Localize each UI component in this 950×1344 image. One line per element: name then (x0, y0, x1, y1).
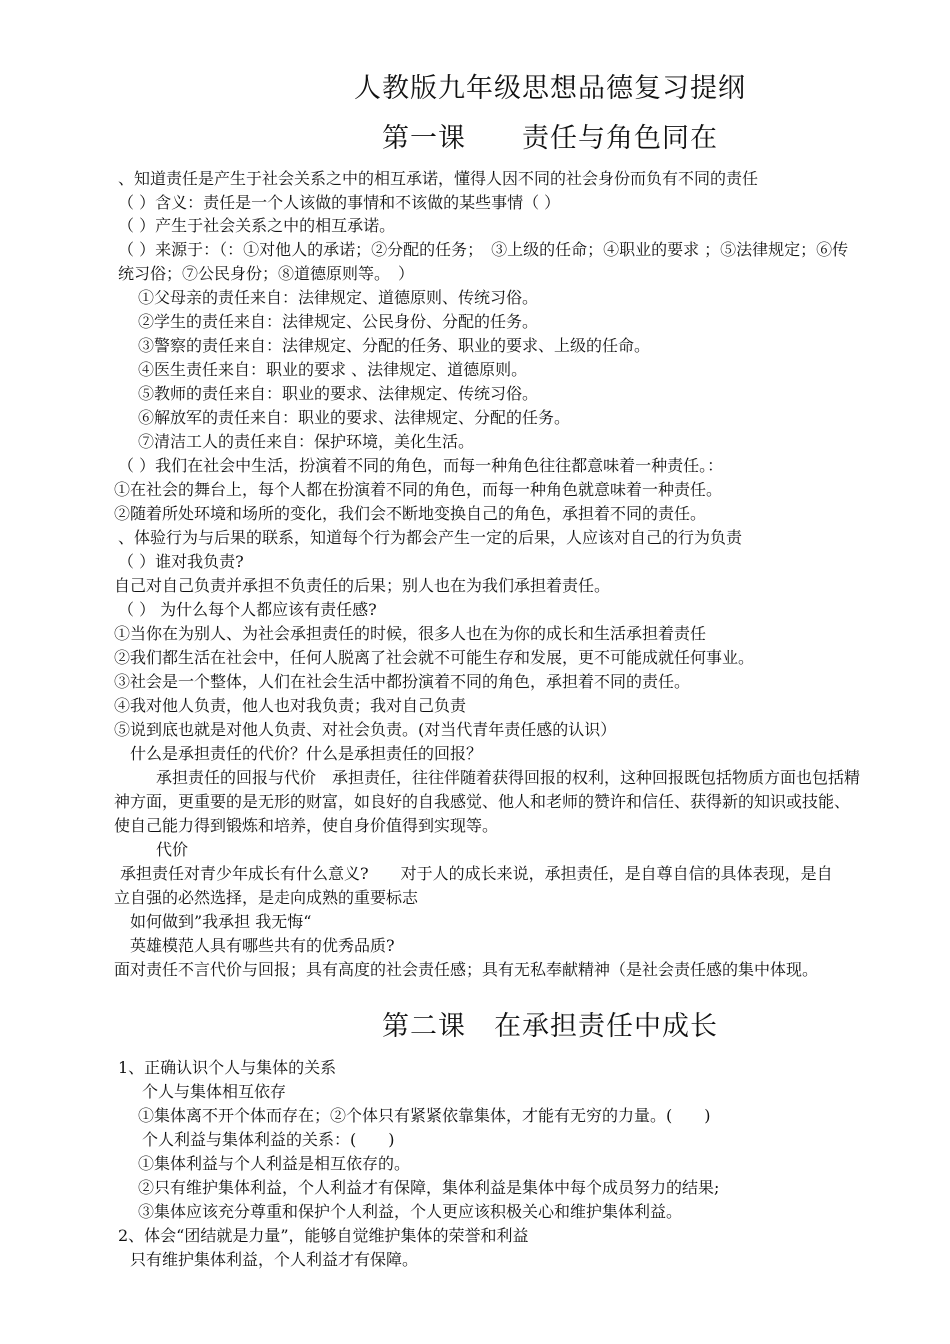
paragraph-line: 只有维护集体利益，个人利益才有保障。 (130, 1250, 419, 1269)
paragraph-line: 面对责任不言代价与回报；具有高度的社会责任感；具有无私奉献精神（是社会责任感的集中体现。 (114, 960, 819, 979)
paragraph-line: 神方面，更重要的是无形的财富，如良好的自我感觉、他人和老师的赞许和信任、获得新的知识或技能、 (114, 792, 851, 811)
paragraph-line: ③社会是一个整体，人们在社会生活中都扮演着不同的角色，承担着不同的责任。 (114, 672, 691, 691)
paragraph-line: （ ） 为什么每个人都应该有责任感? (118, 600, 377, 619)
paragraph-line: 代价 (156, 840, 189, 859)
document-title: 人教版九年级思想品德复习提纲 (354, 73, 746, 104)
paragraph-line: 承担责任对青少年成长有什么意义? 对于人的成长来说，承担责任，是自尊自信的具体表现，是自 (120, 864, 833, 883)
paragraph-line: ③集体应该充分尊重和保护个人利益，个人更应该积极关心和维护集体利益。 (138, 1202, 683, 1221)
paragraph-line: ②学生的责任来自：法律规定、公民身份、分配的任务。 (138, 312, 539, 331)
paragraph-line: ①在社会的舞台上，每个人都在扮演着不同的角色，而每一种角色就意味着一种责任。 (114, 480, 723, 499)
paragraph-line: ④医生责任来自：职业的要求 、法律规定、道德原则。 (138, 360, 528, 379)
paragraph-line: 个人与集体相互依存 (142, 1082, 287, 1101)
paragraph-line: 1、正确认识个人与集体的关系 (118, 1058, 337, 1077)
paragraph-line: 自己对自己负责并承担不负责任的后果；别人也在为我们承担着责任。 (114, 576, 611, 595)
paragraph-line: 、知道责任是产生于社会关系之中的相互承诺，懂得人因不同的社会身份而负有不同的责任 (118, 169, 759, 188)
paragraph-line: 、体验行为与后果的联系，知道每个行为都会产生一定的后果，人应该对自己的行为负责 (118, 528, 743, 547)
lesson1-title: 第一课 责任与角色同在 (382, 123, 718, 154)
paragraph-line: 什么是承担责任的代价？什么是承担责任的回报？ (130, 744, 483, 763)
paragraph-line: ⑤教师的责任来自：职业的要求、法律规定、传统习俗。 (138, 384, 539, 403)
paragraph-line: 使自己能力得到锻炼和培养，使自身价值得到实现等。 (114, 816, 499, 835)
paragraph-line: ⑤说到底也就是对他人负责、对社会负责。(对当代青年责任感的认识） (114, 720, 617, 739)
paragraph-line: ①集体利益与个人利益是相互依存的。 (138, 1154, 411, 1173)
paragraph-line: ⑥解放军的责任来自：职业的要求、法律规定、分配的任务。 (138, 408, 571, 427)
paragraph-line: （ ）来源于：（：①对他人的承诺；②分配的任务； ③上级的任命；④职业的要求 ；⑤法律规定；⑥传 (118, 240, 849, 259)
paragraph-line: 立自强的必然选择，是走向成熟的重要标志 (114, 888, 419, 907)
paragraph-line: ②我们都生活在社会中，任何人脱离了社会就不可能生存和发展，更不可能成就任何事业。 (114, 648, 755, 667)
paragraph-line: ①父母亲的责任来自：法律规定、道德原则、传统习俗。 (138, 288, 539, 307)
paragraph-line: ②随着所处环境和场所的变化，我们会不断地变换自己的角色，承担着不同的责任。 (114, 504, 707, 523)
paragraph-line: （ ）谁对我负责? (118, 552, 244, 571)
paragraph-line: ②只有维护集体利益，个人利益才有保障，集体利益是集体中每个成员努力的结果; (138, 1178, 720, 1197)
paragraph-line: 如何做到”我承担 我无悔“ (130, 912, 312, 931)
paragraph-line: （ ）含义：责任是一个人该做的事情和不该做的某些事情（ ） (118, 193, 561, 212)
paragraph-line: 承担责任的回报与代价 承担责任，往往伴随着获得回报的权利，这种回报既包括物质方面也包括精 (156, 768, 861, 787)
paragraph-line: 英雄模范人具有哪些共有的优秀品质? (130, 936, 395, 955)
lesson2-title: 第二课 在承担责任中成长 (382, 1011, 718, 1042)
paragraph-line: 2、体会“团结就是力量”，能够自觉维护集体的荣誉和利益 (118, 1226, 529, 1245)
paragraph-line: （ ）产生于社会关系之中的相互承诺。 (118, 216, 396, 235)
paragraph-line: ①集体离不开个体而存在；②个体只有紧紧依靠集体，才能有无穷的力量。( ) (138, 1106, 711, 1125)
paragraph-line: （ ）我们在社会中生活，扮演着不同的角色，而每一种角色往往都意味着一种责任。： (118, 456, 724, 475)
paragraph-line: 个人利益与集体利益的关系：( ) (142, 1130, 395, 1149)
paragraph-line: ③警察的责任来自：法律规定、分配的任务、职业的要求、上级的任命。 (138, 336, 651, 355)
paragraph-line: ④我对他人负责，他人也对我负责；我对自己负责 (114, 696, 467, 715)
paragraph-line: ①当你在为别人、为社会承担责任的时候，很多人也在为你的成长和生活承担着责任 (114, 624, 707, 643)
paragraph-line: 统习俗；⑦公民身份；⑧道德原则等。 ） (118, 264, 415, 283)
paragraph-line: ⑦清洁工人的责任来自：保护环境，美化生活。 (138, 432, 475, 451)
